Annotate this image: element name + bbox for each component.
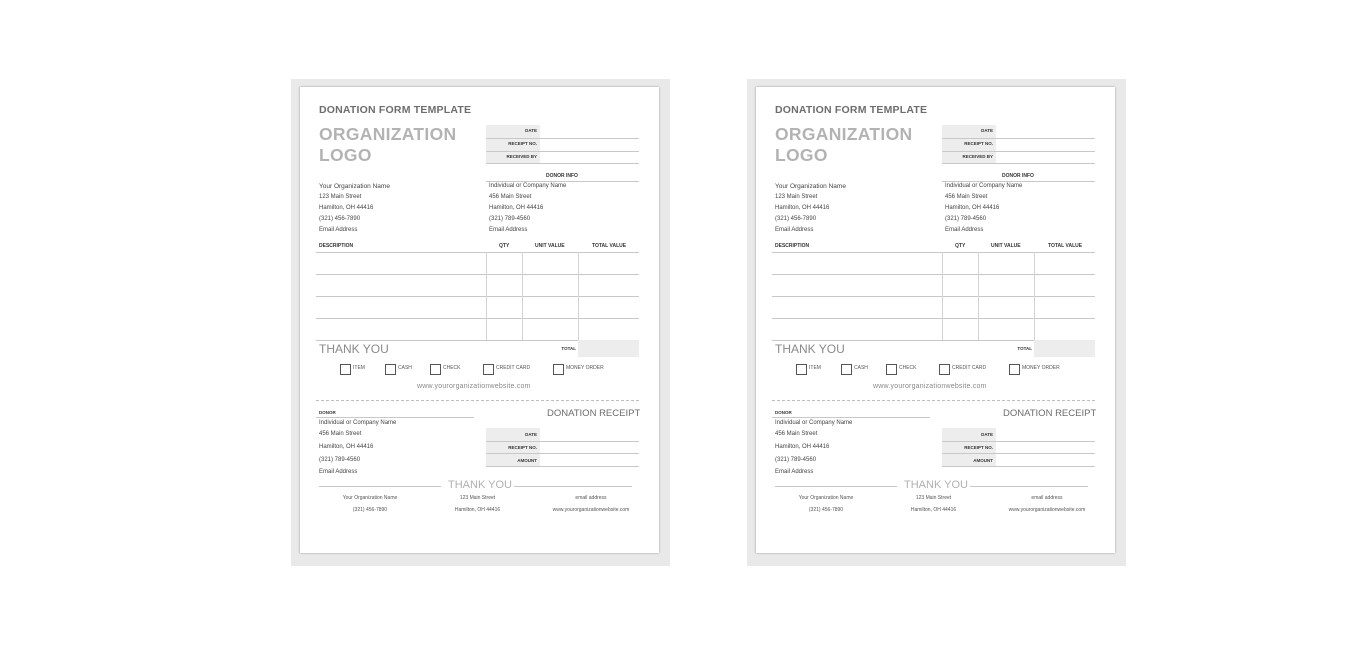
template-preview-1[interactable] bbox=[291, 79, 670, 566]
col-unit-value: UNIT VALUE bbox=[991, 243, 1021, 249]
org-city: Hamilton, OH 44416 bbox=[319, 205, 374, 211]
org-street: 123 Main Street bbox=[319, 194, 362, 200]
receipt-no-label: RECEIPT NO. bbox=[964, 141, 993, 146]
donor-info-label: DONOR INFO bbox=[546, 173, 578, 179]
receipt-street: 456 Main Street bbox=[319, 431, 362, 437]
footer-city: Hamilton, OH 44416 bbox=[910, 507, 957, 513]
footer-email: email address bbox=[1031, 495, 1063, 501]
org-phone: (321) 456-7890 bbox=[775, 216, 817, 222]
footer-website: www.yourorganizationwebsite.com bbox=[1008, 507, 1086, 513]
cash-label: CASH bbox=[854, 365, 868, 371]
date-label: DATE bbox=[525, 128, 537, 133]
credit-card-label: CREDIT CARD bbox=[952, 365, 987, 371]
receipt-no-label: RECEIPT NO. bbox=[508, 141, 537, 146]
cash-checkbox[interactable] bbox=[841, 364, 852, 375]
receipt-date-label: DATE bbox=[981, 432, 993, 437]
donor-label: DONOR bbox=[319, 410, 336, 415]
amount-label: AMOUNT bbox=[517, 458, 537, 463]
credit-card-label: CREDIT CARD bbox=[496, 365, 531, 371]
col-unit-value: UNIT VALUE bbox=[535, 243, 565, 249]
logo-line-1: ORGANIZATION bbox=[319, 124, 457, 144]
donor-street: 456 Main Street bbox=[489, 194, 532, 200]
donor-street: 456 Main Street bbox=[945, 194, 988, 200]
receipt-street: 456 Main Street bbox=[775, 431, 818, 437]
logo-placeholder bbox=[775, 124, 912, 166]
receipt-donor-name: Individual or Company Name bbox=[319, 420, 397, 426]
receipt-title: DONATION RECEIPT bbox=[547, 408, 641, 419]
org-phone: (321) 456-7890 bbox=[319, 216, 361, 222]
donor-city: Hamilton, OH 44416 bbox=[489, 205, 544, 211]
footer-thank-you: THANK YOU bbox=[904, 479, 968, 491]
thank-you-text: THANK YOU bbox=[319, 342, 389, 356]
logo-line-2: LOGO bbox=[775, 145, 828, 165]
footer-street: 123 Main Street bbox=[915, 495, 952, 501]
logo-line-2: LOGO bbox=[319, 145, 372, 165]
footer-thank-you: THANK YOU bbox=[448, 479, 512, 491]
item-checkbox[interactable] bbox=[796, 364, 807, 375]
cash-checkbox[interactable] bbox=[385, 364, 396, 375]
org-street: 123 Main Street bbox=[775, 194, 818, 200]
document-page bbox=[300, 87, 659, 553]
footer-phone: (321) 456-7890 bbox=[808, 507, 844, 513]
date-label: DATE bbox=[981, 128, 993, 133]
footer-website: www.yourorganizationwebsite.com bbox=[552, 507, 630, 513]
check-checkbox[interactable] bbox=[430, 364, 441, 375]
cut-line bbox=[772, 400, 1095, 401]
money-order-label: MONEY ORDER bbox=[566, 365, 604, 371]
footer-city: Hamilton, OH 44416 bbox=[454, 507, 501, 513]
credit-card-checkbox[interactable] bbox=[939, 364, 950, 375]
donor-phone: (321) 789-4560 bbox=[489, 216, 531, 222]
item-checkbox[interactable] bbox=[340, 364, 351, 375]
website-text: www.yourorganizationwebsite.com bbox=[873, 383, 987, 390]
item-label: ITEM bbox=[809, 365, 821, 371]
col-qty: QTY bbox=[499, 243, 510, 249]
received-by-label: RECEIVED BY bbox=[506, 154, 537, 159]
col-qty: QTY bbox=[955, 243, 966, 249]
document-title: DONATION FORM TEMPLATE bbox=[319, 104, 472, 116]
received-by-label: RECEIVED BY bbox=[962, 154, 993, 159]
col-total-value: TOTAL VALUE bbox=[592, 243, 627, 249]
donor-email: Email Address bbox=[945, 227, 984, 233]
logo-line-1: ORGANIZATION bbox=[775, 124, 913, 144]
col-description: DESCRIPTION bbox=[775, 243, 810, 249]
logo-placeholder bbox=[319, 124, 456, 166]
receipt-city: Hamilton, OH 44416 bbox=[319, 444, 374, 450]
col-description: DESCRIPTION bbox=[319, 243, 354, 249]
receipt-donor-name: Individual or Company Name bbox=[775, 420, 853, 426]
check-checkbox[interactable] bbox=[886, 364, 897, 375]
document-title: DONATION FORM TEMPLATE bbox=[775, 104, 928, 116]
donor-phone: (321) 789-4560 bbox=[945, 216, 987, 222]
money-order-checkbox[interactable] bbox=[1009, 364, 1020, 375]
money-order-label: MONEY ORDER bbox=[1022, 365, 1060, 371]
receipt-phone: (321) 789-4560 bbox=[775, 457, 817, 463]
website-text: www.yourorganizationwebsite.com bbox=[417, 383, 531, 390]
receipt-city: Hamilton, OH 44416 bbox=[775, 444, 830, 450]
check-label: CHECK bbox=[443, 365, 461, 371]
thank-you-text: THANK YOU bbox=[775, 342, 845, 356]
footer-email: email address bbox=[575, 495, 607, 501]
receipt-title: DONATION RECEIPT bbox=[1003, 408, 1097, 419]
footer-org-name: Your Organization Name bbox=[798, 495, 854, 501]
total-field[interactable] bbox=[578, 340, 639, 357]
col-total-value: TOTAL VALUE bbox=[1048, 243, 1083, 249]
receipt-email: Email Address bbox=[775, 469, 814, 475]
receipt-date-label: DATE bbox=[525, 432, 537, 437]
footer-phone: (321) 456-7890 bbox=[352, 507, 388, 513]
item-label: ITEM bbox=[353, 365, 365, 371]
footer-org-name: Your Organization Name bbox=[342, 495, 398, 501]
check-label: CHECK bbox=[899, 365, 917, 371]
receipt-email: Email Address bbox=[319, 469, 358, 475]
receipt-no-label: RECEIPT NO. bbox=[508, 445, 537, 450]
org-name: Your Organization Name bbox=[775, 183, 846, 190]
total-field[interactable] bbox=[1034, 340, 1095, 357]
document-page bbox=[756, 87, 1115, 553]
template-preview-2[interactable] bbox=[747, 79, 1126, 566]
total-label: TOTAL bbox=[561, 346, 576, 351]
org-city: Hamilton, OH 44416 bbox=[775, 205, 830, 211]
footer-street: 123 Main Street bbox=[459, 495, 496, 501]
donor-name: Individual or Company Name bbox=[489, 183, 567, 189]
receipt-no-label: RECEIPT NO. bbox=[964, 445, 993, 450]
cash-label: CASH bbox=[398, 365, 412, 371]
donor-label: DONOR bbox=[775, 410, 792, 415]
donor-info-label: DONOR INFO bbox=[1002, 173, 1034, 179]
credit-card-checkbox[interactable] bbox=[483, 364, 494, 375]
donor-city: Hamilton, OH 44416 bbox=[945, 205, 1000, 211]
cut-line bbox=[316, 400, 639, 401]
total-label: TOTAL bbox=[1017, 346, 1032, 351]
receipt-phone: (321) 789-4560 bbox=[319, 457, 361, 463]
money-order-checkbox[interactable] bbox=[553, 364, 564, 375]
donor-email: Email Address bbox=[489, 227, 528, 233]
org-name: Your Organization Name bbox=[319, 183, 390, 190]
org-email: Email Address bbox=[319, 227, 358, 233]
org-email: Email Address bbox=[775, 227, 814, 233]
donor-name: Individual or Company Name bbox=[945, 183, 1023, 189]
amount-label: AMOUNT bbox=[973, 458, 993, 463]
